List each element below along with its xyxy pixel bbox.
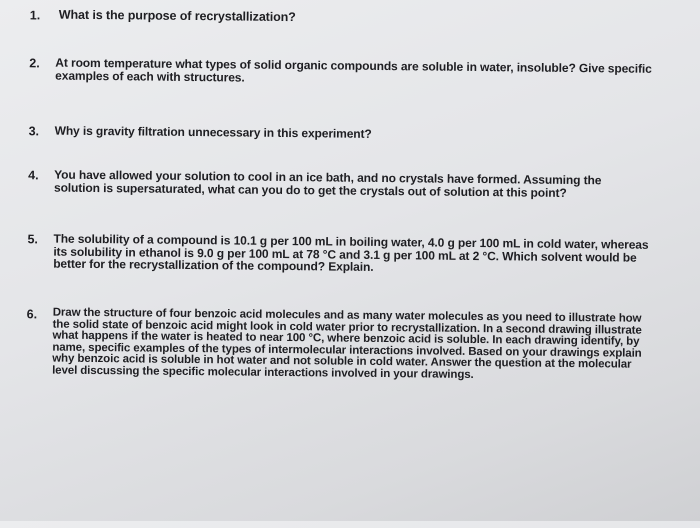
question-6 — [26, 307, 652, 383]
question-text: What is the purpose of recrystallization? — [58, 7, 296, 25]
question-number: 4. — [28, 168, 39, 183]
question-number: 1. — [29, 8, 41, 23]
question-number: 6. — [26, 307, 38, 322]
question-5 — [27, 232, 657, 276]
question-text: Why is gravity filtration unnecessary in this experiment? — [54, 123, 372, 141]
question-text: At room temperature what types of solid organic compounds are soluble in water, insoluble? Give specific examples of each with structures. — [55, 55, 652, 85]
question-number: 3. — [28, 124, 40, 139]
question-2 — [29, 56, 679, 88]
question-text: You have allowed your solution to cool in an ice bath, and no crystals have formed. Assuming the solution is supersaturated, what can you do to get the crystals out of solution at this point? — [53, 167, 602, 200]
question-3 — [29, 124, 372, 142]
question-number: 2. — [29, 56, 40, 71]
question-4 — [28, 168, 648, 199]
question-text: Draw the structure of four benzoic acid molecules and as many water molecules as you need to illustrate how the solid state of benzoic acid might look in cold water prior to recrystallization. In a second drawing illustrate what happens if the water is heated to near 100 °C, where benzoic acid is soluble. In each drawing identify, by name, specific examples of the types of intermolecular interactions involved. Based on your drawings explain why benzoic acid is soluble in hot water and not soluble in cold water. Answer the question at the molecular level discussing the specific molecular interactions involved in your drawings. — [52, 306, 642, 381]
question-number: 5. — [27, 232, 39, 247]
question-text: The solubility of a compound is 10.1 g per 100 mL in boiling water, 4.0 g per 100 mL in cold water, whereas its solubility in ethanol is 9.0 g per 100 mL at 78 °C and 3.1 g per 100 mL at 2 °C. Which solvent would be better for the recrystallization of the compound? Explain. — [53, 231, 649, 274]
question-1 — [30, 8, 296, 25]
